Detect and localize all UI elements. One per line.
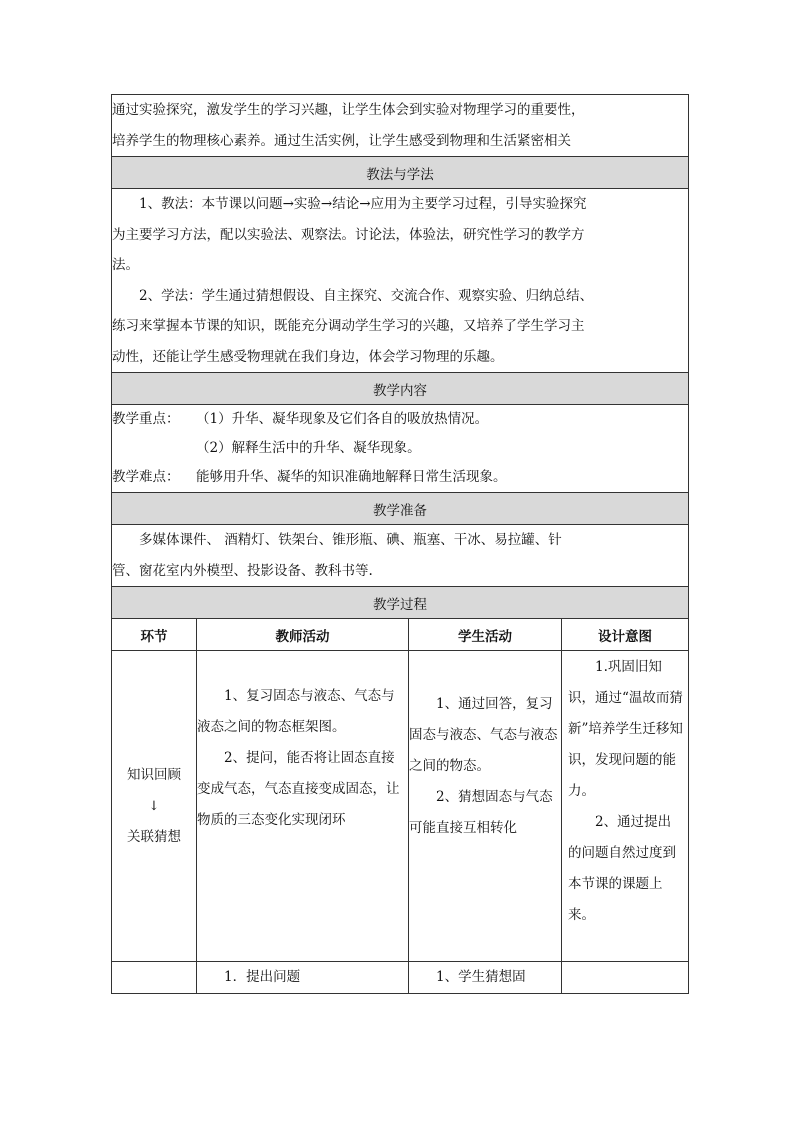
content-cell: [112, 405, 689, 493]
teacher-activity: 1、复习固态与液态、气态与液态之间的物态框架图。: [197, 688, 395, 735]
learning-method-line: 练习来掌握本节课的知识，既能充分调动学生学习的兴趣，又培养了学生学习主: [112, 318, 585, 334]
design-intent-cell: [562, 651, 689, 962]
section-title: 教学准备: [112, 493, 689, 525]
section-header-content: [112, 373, 689, 405]
content-row: [112, 405, 689, 493]
student-activity-cell: [409, 962, 562, 994]
methods-row: [112, 189, 689, 373]
teacher-activity: 2、提问，能否将让固态直接变成气态，气态直接变成固态，让物质的三态变化实现闭环: [197, 750, 400, 828]
objectives-cell: [112, 95, 689, 157]
stage-label: 知识回顾: [127, 766, 181, 783]
down-arrow-icon: ↓: [148, 798, 160, 814]
section-title: 教法与学法: [112, 157, 689, 189]
key-point: （1）升华、凝华现象及它们各自的吸放热情况。: [196, 411, 489, 427]
process-column-headers: [112, 619, 689, 651]
difficulty-text: 能够用升华、凝华的知识准确地解释日常生活现象。: [196, 469, 507, 485]
stage-label: 关联猜想: [127, 828, 181, 845]
process-row: [112, 962, 689, 994]
teacher-activity: 1．提出问题: [224, 969, 301, 985]
student-activity: 1、学生猜想固: [436, 969, 526, 985]
section-header-process: [112, 587, 689, 619]
process-row: [112, 651, 689, 962]
preparation-line: 管、窗花室内外模型、投影设备、教科书等.: [112, 562, 373, 579]
objectives-line: 通过实验探究，激发学生的学习兴趣，让学生体会到实验对物理学习的重要性，: [112, 102, 585, 118]
preparation-line: 多媒体课件、 酒精灯、铁架台、锥形瓶、碘、瓶塞、干冰、易拉罐、针: [139, 532, 562, 548]
objectives-line: 培养学生的物理核心素养。通过生活实例，让学生感受到物理和生活紧密相关: [112, 132, 571, 149]
objectives-row: [112, 95, 689, 157]
preparation-row: [112, 525, 689, 587]
teacher-activity-cell: [197, 651, 409, 962]
section-header-methods: [112, 157, 689, 189]
design-intent: 2、通过提出的问题自然过度到本节课的课题上来。: [568, 814, 676, 923]
column-header-teacher: 教师活动: [197, 619, 409, 651]
stage-cell: [112, 651, 197, 962]
key-point: （2）解释生活中的升华、凝华现象。: [196, 440, 421, 456]
student-activity-cell: [409, 651, 562, 962]
column-header-stage: 环节: [112, 619, 197, 651]
learning-method-line: 2、学法：学生通过猜想假设、自主探究、交流合作、观察实验、归纳总结、: [139, 287, 594, 304]
student-activity: 2、猜想固态与气态可能直接互相转化: [409, 789, 553, 836]
lesson-plan-table: [111, 94, 689, 994]
learning-method-line: 动性，还能让学生感受物理就在我们身边，体会学习物理的乐趣。: [112, 348, 504, 365]
section-header-preparation: [112, 493, 689, 525]
teaching-method-line: 为主要学习方法，配以实验法、观察法。讨论法，体验法，研究性学习的教学方: [112, 226, 585, 243]
methods-cell: [112, 189, 689, 373]
stage-cell: [112, 962, 197, 994]
teaching-method-line: 法。: [112, 257, 139, 273]
teacher-activity-cell: [197, 962, 409, 994]
column-header-intent: 设计意图: [562, 619, 689, 651]
design-intent-cell: [562, 962, 689, 994]
section-title: 教学过程: [112, 587, 689, 619]
design-intent: 1.巩固旧知识，通过“温故而猜新”培养学生迁移知识，发现问题的能力。: [568, 659, 683, 799]
section-title: 教学内容: [112, 373, 689, 405]
column-header-student: 学生活动: [409, 619, 562, 651]
preparation-cell: [112, 525, 689, 587]
student-activity: 1、通过回答，复习固态与液态、气态与液态之间的物态。: [409, 696, 558, 774]
key-points-label: 教学重点：: [112, 411, 180, 427]
difficulty-label: 教学难点：: [112, 469, 180, 485]
teaching-method-line: 1、教法：本节课以问题→实验→结论→应用为主要学习过程，引导实验探究: [139, 196, 587, 212]
